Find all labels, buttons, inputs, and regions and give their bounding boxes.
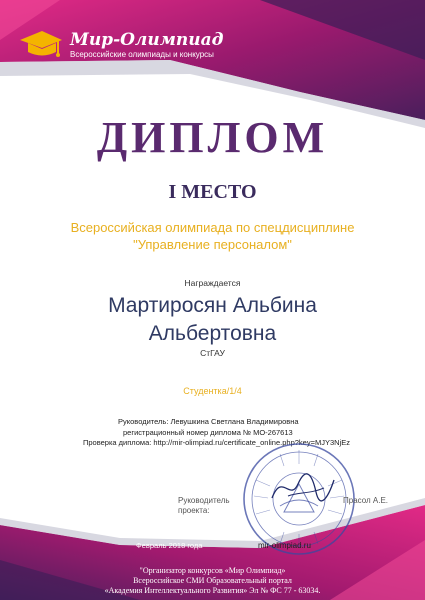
issue-date: Февраль 2018 года — [136, 541, 203, 550]
graduation-cap-icon — [18, 28, 64, 62]
organization: СтГАУ — [200, 348, 225, 358]
registration-number: регистрационный номер диплома № МО-267613 — [123, 428, 293, 437]
verification-link[interactable]: Проверка диплома: http://mir-olimpiad.ru/certificate_online.php?key=MJY3NjEz — [83, 438, 350, 447]
footer — [0, 566, 425, 596]
project-leader-label — [178, 496, 230, 516]
website[interactable]: mir-olimpiad.ru — [258, 541, 311, 550]
diploma-title: ДИПЛОМ — [96, 113, 329, 162]
participant-status: Студентка/1/4 — [183, 386, 242, 396]
project-leader-label-line-1: Руководитель — [178, 496, 230, 505]
olympiad-line-2: "Управление персоналом" — [133, 237, 292, 252]
footer-line-1: "Организатор конкурсов «Мир Олимпиад» — [139, 566, 286, 575]
logo-brand: Мир-Олимпиад — [70, 30, 224, 50]
logo — [18, 28, 278, 64]
signer-name: Прасол А.Е. — [343, 496, 389, 505]
recipient-name-line-1: Мартиросян Альбина — [108, 294, 317, 317]
logo-tagline: Всероссийские олимпиады и конкурсы — [70, 50, 214, 59]
recipient-name-line-2: Альбертовна — [148, 322, 277, 345]
recipient-name — [40, 292, 385, 348]
olympiad-title — [40, 219, 385, 253]
footer-line-3: «Академия Интеллектуального Развития» Эл № ФС 77 - 63034. — [104, 586, 321, 595]
signature — [268, 468, 338, 508]
olympiad-line-1: Всероссийская олимпиада по спецдисциплине — [70, 220, 355, 235]
place-label: I МЕСТО — [168, 181, 257, 203]
footer-line-2: Всероссийское СМИ Образовательный портал — [133, 576, 292, 585]
supervisor-line: Руководитель: Левушкина Светлана Владимировна — [118, 417, 299, 426]
awarded-label: Награждается — [184, 278, 241, 288]
project-leader-label-line-2: проекта: — [178, 506, 210, 515]
